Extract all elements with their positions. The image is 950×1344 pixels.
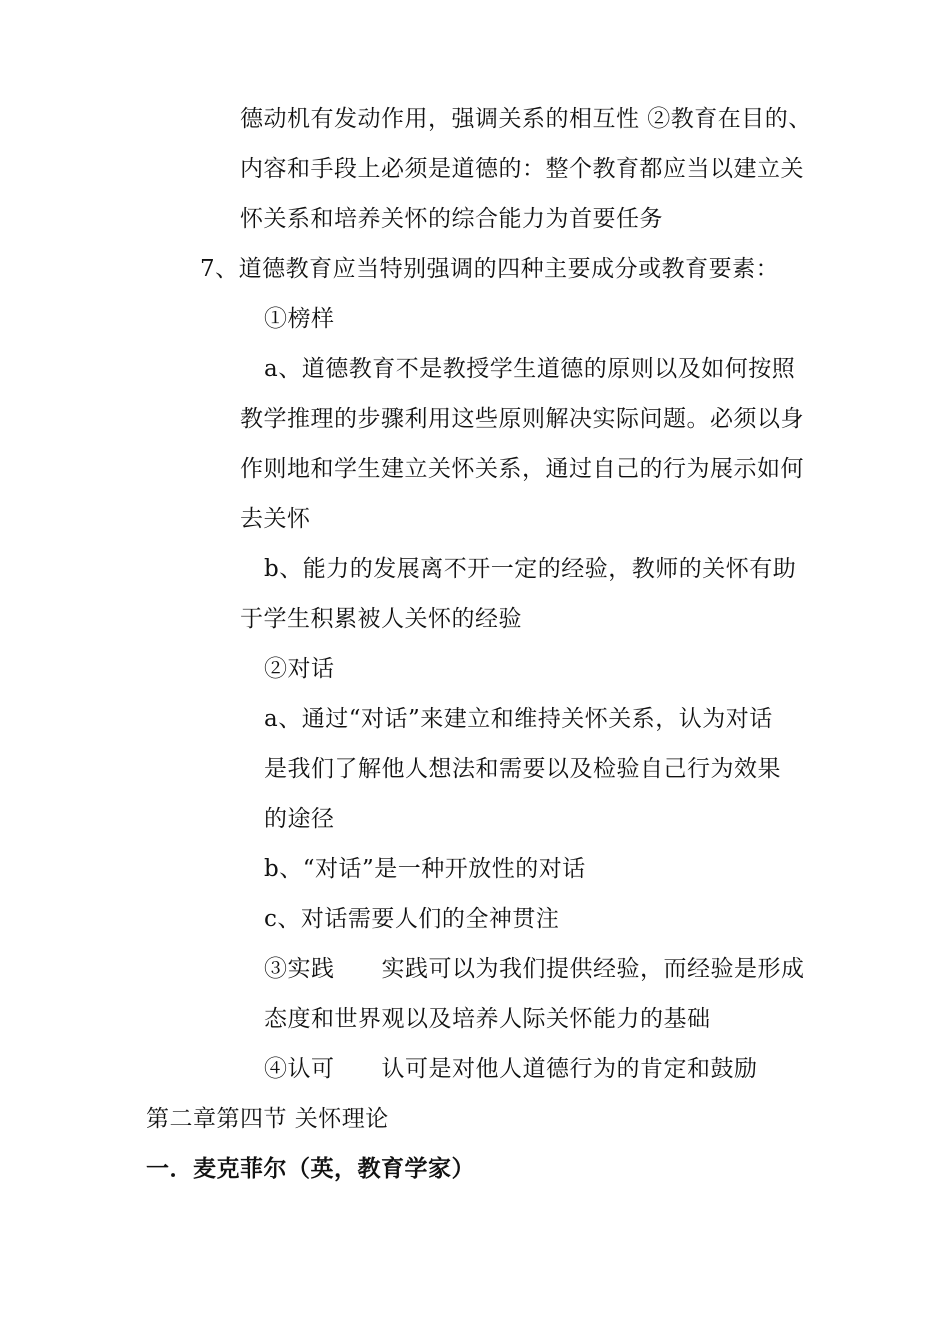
numbered-item-7: 7、道德教育应当特别强调的四种主要成分或教育要素：: [200, 256, 780, 282]
text-line: 德动机有发动作用，强调关系的相互性 ②教育在目的、: [240, 106, 812, 132]
subheading-recognition: ④认可 认可是对他人道德行为的肯定和鼓励: [264, 1056, 758, 1082]
text-line: 于学生积累被人关怀的经验: [240, 606, 522, 632]
text-line: b、“对话”是一种开放性的对话: [264, 856, 586, 882]
text-line: b、能力的发展离不开一定的经验，教师的关怀有助: [264, 556, 797, 582]
text-line: 去关怀: [240, 506, 311, 532]
text-line: 怀关系和培养关怀的综合能力为首要任务: [240, 206, 663, 232]
text-line: a、道德教育不是教授学生道德的原则以及如何按照: [264, 356, 796, 382]
subheading-dialogue: ②对话: [264, 656, 335, 682]
chapter-heading: 一．麦克菲尔（英，教育学家）: [146, 1155, 475, 1182]
text-line: c、对话需要人们的全神贯注: [264, 906, 560, 932]
text-line: a、通过“对话”来建立和维持关怀关系，认为对话: [264, 706, 773, 732]
text-line: 是我们了解他人想法和需要以及检验自己行为效果: [264, 756, 781, 782]
text-line: 态度和世界观以及培养人际关怀能力的基础: [264, 1006, 711, 1032]
subheading-practice: ③实践 实践可以为我们提供经验，而经验是形成: [264, 956, 805, 982]
text-line: 作则地和学生建立关怀关系，通过自己的行为展示如何: [240, 456, 804, 482]
text-line: 教学推理的步骤利用这些原则解决实际问题。必须以身: [240, 406, 804, 432]
text-line: 内容和手段上必须是道德的：整个教育都应当以建立关: [240, 156, 804, 182]
section-heading: 第二章第四节 关怀理论: [146, 1106, 389, 1132]
subheading-role-model: ①榜样: [264, 306, 335, 332]
text-line: 的途径: [264, 806, 335, 832]
